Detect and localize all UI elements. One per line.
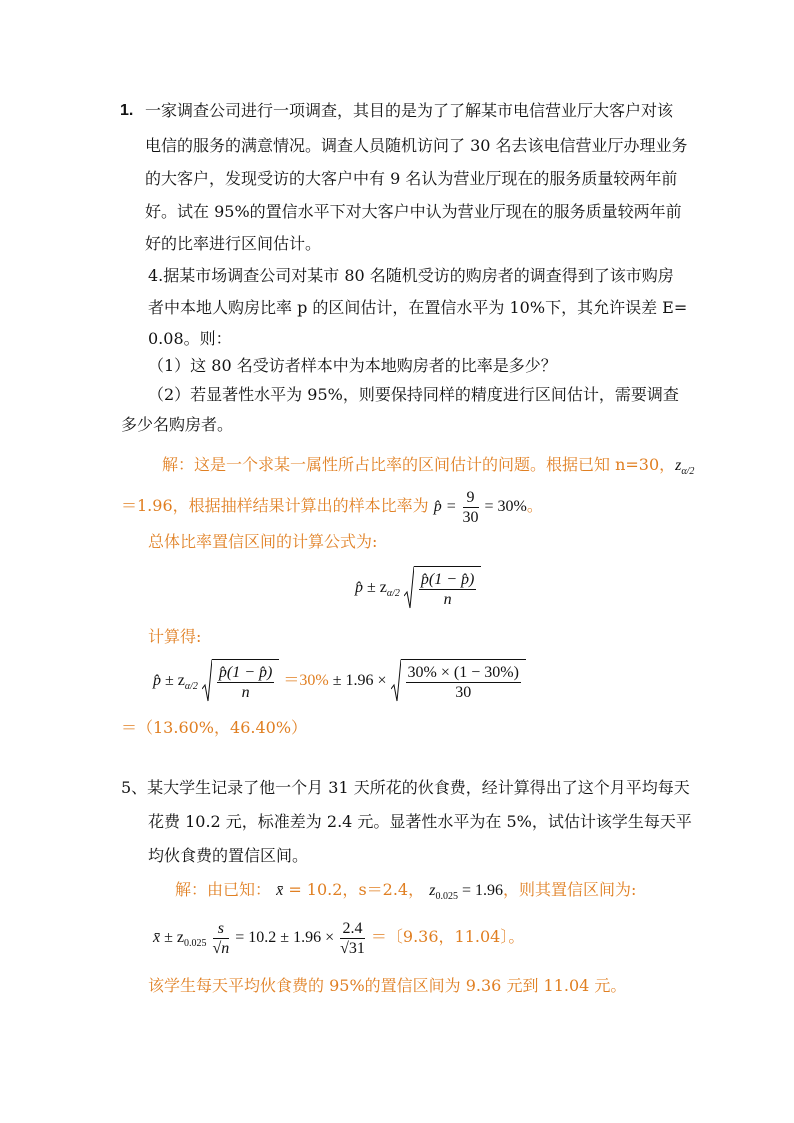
solution-5-conclusion: 该学生每天平均伙食费的 95%的置信区间为 9.36 元到 11.04 元。 (148, 976, 627, 995)
z-0025-subscript: 0.025 (435, 891, 458, 902)
calc-sqrt-1 (202, 659, 279, 704)
formula-5-z-subscript: 0.025 (184, 938, 207, 949)
solution-5-line-1: 解：由已知： x̄ = 10.2，s＝2.4， $z_{0.025} = 1.96$，则其置信区间为: (175, 880, 637, 902)
formula-pm-z: ± z (367, 579, 387, 597)
calc-numerator-2: 30% × (1 − 30%) (407, 663, 519, 681)
calc-label: 计算得: (148, 627, 202, 646)
question-4-sub-2a: （2）若显著性水平为 95%，则要保持同样的精度进行区间估计，需要调查 (148, 385, 679, 404)
interval-result: ＝（13.60%，46.40%） (121, 718, 308, 737)
formula-5-result: ＝〔9.36，11.04〕。 (370, 927, 525, 946)
calc-denominator-1: n (241, 683, 250, 701)
calc-mid-value: ＝30% (283, 672, 329, 690)
question-1-text-line-4: 好。试在 95%的置信水平下对大客户中认为营业厅现在的服务质量较两年前 (145, 202, 682, 221)
question-1-text-line-5: 好的比率进行区间估计。 (145, 234, 322, 253)
formula-xbar: x̄ (153, 929, 161, 946)
z-0025-value: = 1.96 (461, 882, 503, 899)
formula-5-calc: = 10.2 ± 1.96 × (235, 929, 335, 946)
formula-denominator: n (443, 590, 452, 608)
z-symbol: z (675, 457, 682, 474)
question-4-sub-1: （1）这 80 名受访者样本中为本地购房者的比率是多少？ (148, 356, 557, 375)
question-5-line-1: 5、某大学生记录了他一个月 31 天所花的伙食费，经计算得出了这个月平均每天 (121, 778, 690, 797)
s-value: s＝2.4， (358, 880, 425, 899)
calc-pm-z: ± z (165, 672, 185, 690)
question-5-line-2: 花费 10.2 元，标准差为 2.4 元。显著性水平为在 5%，试估计该学生每天平 (148, 812, 692, 831)
solution-1-line-2 (121, 486, 543, 527)
xbar-symbol: x̄ (276, 882, 284, 899)
phat-symbol: p̂ (433, 498, 442, 515)
calc-pm-196: ± 1.96 × (332, 672, 387, 690)
formula-5-s: s (213, 919, 230, 939)
fraction-numerator: 9 (463, 488, 479, 508)
equals-sign: = (445, 498, 457, 515)
question-1-text-line-2: 电信的服务的满意情况。调查人员随机访问了 30 名去该电信营业厅办理业务 (145, 136, 688, 155)
calc-phat: p̂ (153, 672, 161, 690)
formula-numerator: p̂(1 − p̂) (420, 570, 475, 588)
radical-sign (391, 659, 401, 703)
sqrt-symbol (404, 566, 481, 611)
question-4-line-3: 0.08。则： (148, 329, 232, 348)
radical-sign (404, 566, 414, 610)
calc-formula (153, 659, 526, 709)
solution-1-text: 解：这是一个求某一属性所占比率的区间估计的问题。根据已知 n=30， (162, 455, 676, 474)
question-4-sub-2b: 多少名购房者。 (121, 415, 234, 434)
solution-5-formula (153, 915, 524, 966)
z-subscript: α/2 (681, 466, 695, 477)
solution-5-suffix: ，则其置信区间为: (502, 880, 637, 899)
formula-z-subscript: α/2 (386, 588, 400, 600)
formula-label: 总体比率置信区间的计算公式为: (148, 532, 378, 551)
fraction-denominator: 30 (462, 508, 479, 526)
ci-formula (355, 566, 481, 616)
formula-5-numerator: 2.4 (340, 919, 365, 939)
solution-1-suffix: 。 (526, 496, 543, 515)
formula-phat: p̂ (355, 579, 363, 597)
calc-denominator-2: 30 (455, 683, 472, 701)
question-1-text-line-3: 的大客户，发现受访的大客户中有 9 名认为营业厅现在的服务质量较两年前 (145, 169, 678, 188)
calc-numerator-1: p̂(1 − p̂) (218, 663, 273, 681)
radical-sign (202, 659, 212, 703)
sample-ratio-result: = 30% (484, 498, 527, 515)
sample-ratio-fraction (463, 488, 479, 527)
question-4-line-1: 4.据某市场调查公司对某市 80 名随机受访的购房者的调查得到了该市购房 (148, 266, 674, 285)
question-1-number: 1. (120, 102, 134, 119)
solution-1-prefix: ＝1.96，根据抽样结果计算出的样本比率为 (121, 496, 429, 515)
question-5-line-3: 均伙食费的置信区间。 (148, 846, 309, 865)
question-1-text-line-1: 一家调查公司进行一项调查，其目的是为了了解某市电信营业厅大客户对该 (145, 101, 674, 120)
solution-5-prefix: 解：由已知： (175, 880, 272, 899)
formula-5-denominator: √31 (340, 939, 365, 957)
calc-z-subscript: α/2 (184, 681, 198, 693)
solution-1-line-1 (162, 455, 694, 482)
calc-sqrt-2 (391, 659, 526, 704)
xbar-value: = 10.2， (288, 880, 359, 899)
formula-5-pm-z: ± z (164, 929, 184, 946)
formula-5-sqrt-n: √n (212, 939, 230, 957)
question-4-line-2: 者中本地人购房比率 p 的区间估计，在置信水平为 10%下，其允许误差 E= (148, 298, 688, 317)
